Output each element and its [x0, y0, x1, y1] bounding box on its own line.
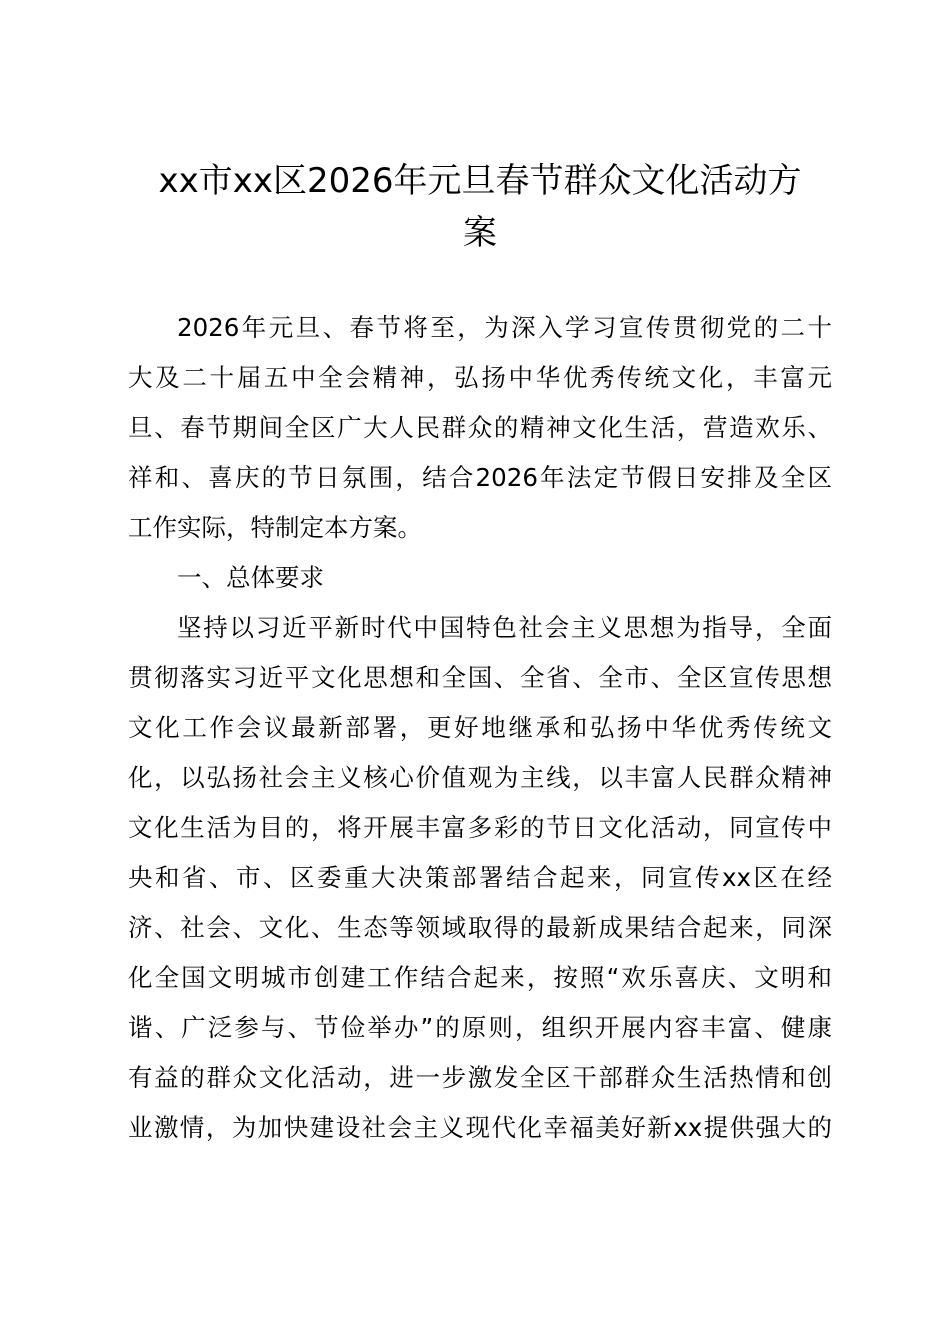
- document-title-line-1: xx市xx区2026年元旦春节群众文化活动方: [158, 161, 802, 201]
- paragraph-line: 大及二十届五中全会精神，弘扬中华优秀传统文化，丰富元: [128, 363, 832, 392]
- paragraph-line: 济、社会、文化、生态等领域取得的最新成果结合起来，同深: [128, 913, 832, 942]
- section-heading: 一、总体要求: [177, 563, 324, 592]
- paragraph-line: 化全国文明城市创建工作结合起来，按照“欢乐喜庆、文明和: [128, 963, 832, 992]
- paragraph-line: 央和省、市、区委重大决策部署结合起来，同宣传xx区在经: [128, 863, 832, 892]
- document-title-line-2: 案: [463, 213, 497, 253]
- paragraph-line: 文化工作会议最新部署，更好地继承和弘扬中华优秀传统文: [128, 713, 832, 742]
- paragraph-line: 祥和、喜庆的节日氛围，结合2026年法定节假日安排及全区: [128, 463, 832, 492]
- paragraph-line: 旦、春节期间全区广大人民群众的精神文化生活，营造欢乐、: [128, 413, 832, 442]
- paragraph-line: 有益的群众文化活动，进一步激发全区干部群众生活热情和创: [128, 1063, 832, 1092]
- paragraph-line: 文化生活为目的，将开展丰富多彩的节日文化活动，同宣传中: [128, 813, 832, 842]
- paragraph-line: 工作实际，特制定本方案。: [128, 513, 422, 542]
- paragraph-line: 业激情，为加快建设社会主义现代化幸福美好新xx提供强大的: [128, 1113, 832, 1142]
- paragraph-line: 贯彻落实习近平文化思想和全国、全省、全市、全区宣传思想: [128, 663, 832, 692]
- paragraph-line: 化，以弘扬社会主义核心价值观为主线，以丰富人民群众精神: [128, 763, 832, 792]
- paragraph-line: 坚持以习近平新时代中国特色社会主义思想为指导，全面: [177, 613, 832, 642]
- paragraph-line: 2026年元旦、春节将至，为深入学习宣传贯彻党的二十: [177, 313, 832, 342]
- paragraph-line: 谐、广泛参与、节俭举办”的原则，组织开展内容丰富、健康: [128, 1013, 832, 1042]
